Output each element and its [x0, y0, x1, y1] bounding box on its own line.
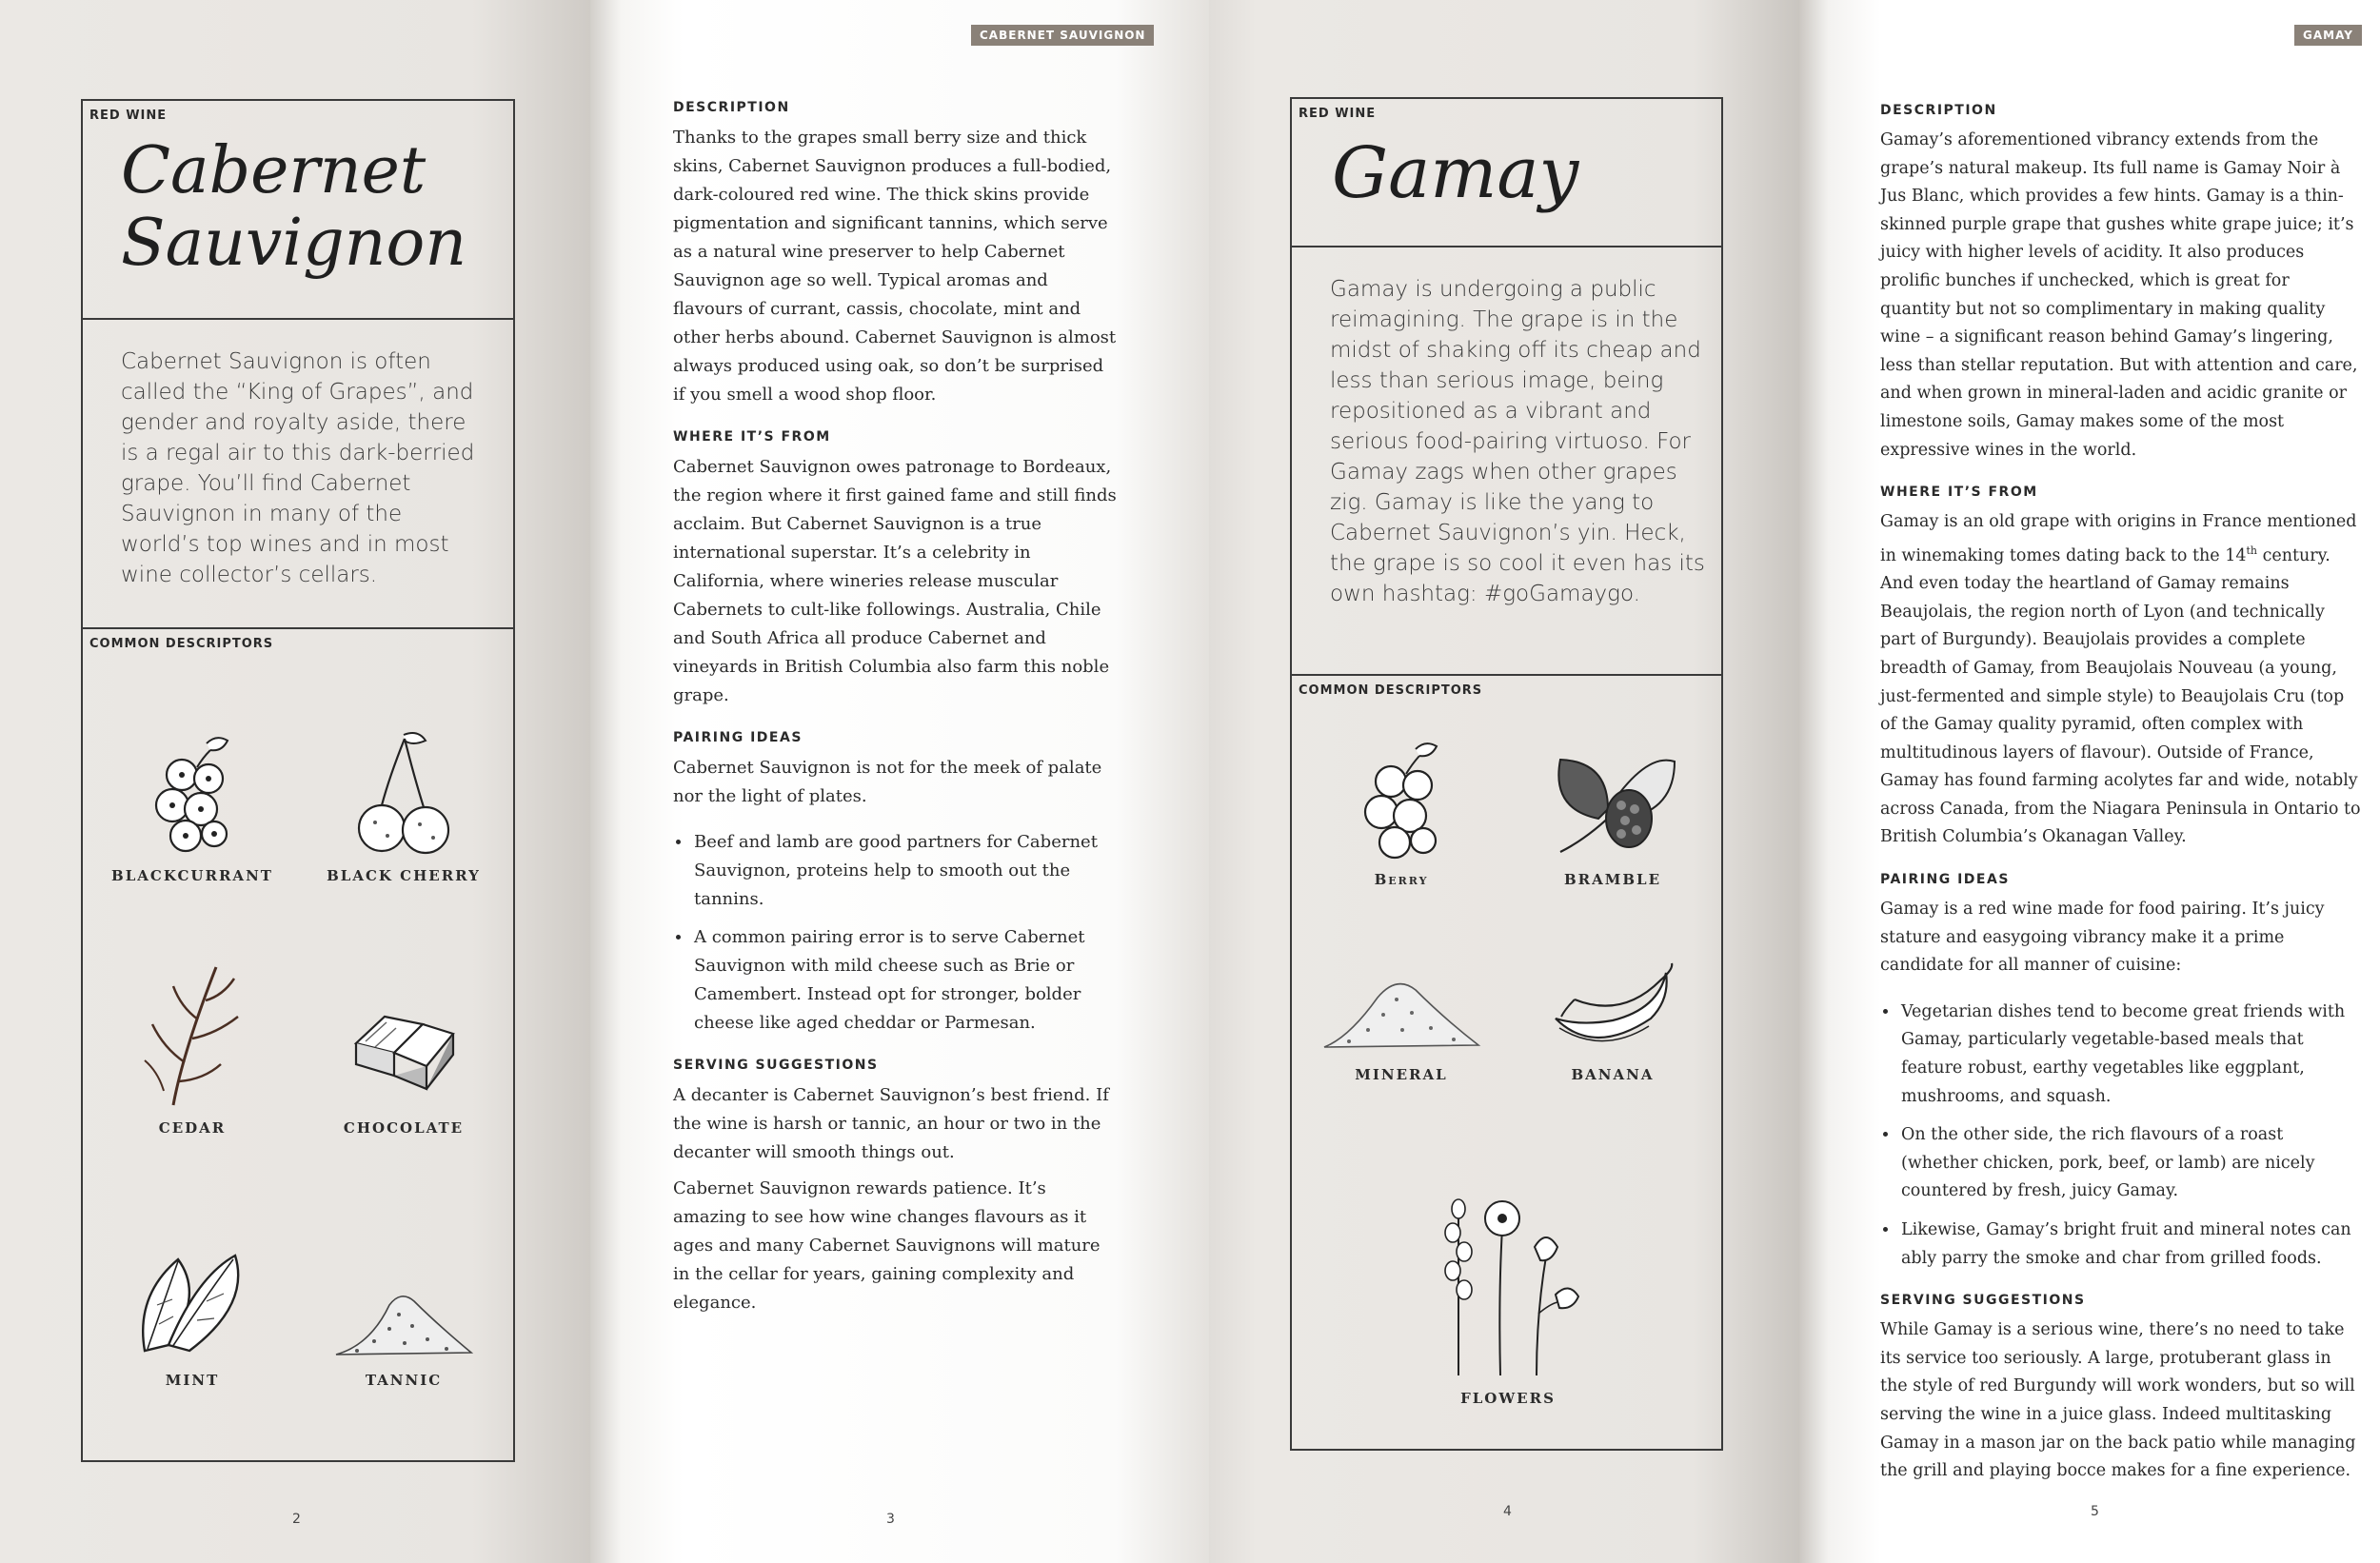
wine-intro: Gamay is undergoing a public reimagining. The grape is in the midst of shaking off its cheap and less than serious image, being repositioned as a vibrant and serious food-pairing virtuoso. For Gamay zags when other grapes zig. Gamay is like the yang to Cabernet Sauvignon’s yin. Heck, the grape is so cool it even has its own hashtag: #goGamaygo. [1330, 277, 1705, 606]
descriptor-mineral [1306, 971, 1497, 1083]
page-number: 2 [292, 1512, 301, 1527]
bramble-icon [1541, 742, 1684, 861]
descriptors-label: COMMON DESCRIPTORS [89, 637, 274, 651]
cabernet-card [81, 99, 515, 1462]
section-heading: WHERE IT’S FROM [673, 429, 831, 445]
tannic-icon [332, 1286, 475, 1362]
list-item: • Likewise, Gamay’s bright fruit and mineral notes can ably parry the smoke and char from grilled foods. [1899, 1216, 2361, 1273]
mineral-icon [1320, 971, 1482, 1057]
ordinal-suffix: th [2246, 544, 2258, 557]
descriptor-label: Berry [1374, 871, 1429, 888]
pairing-list [1880, 998, 2361, 1273]
origin-text-start: Gamay is an old grape with origins in France mentioned in winemaking tomes dating back to the 14 [1880, 512, 2357, 565]
list-item: • On the other side, the rich flavours of a roast (whether chicken, pork, beef, or lamb) are nicely countered by fresh, juicy Gamay. [1899, 1120, 2361, 1206]
section-body: A decanter is Cabernet Sauvignon’s best friend. If the wine is harsh or tannic, an hour or two in the decanter will smooth things out. [673, 1085, 1109, 1162]
descriptors-cell [83, 627, 513, 1462]
descriptor-banana [1517, 961, 1708, 1083]
flowers-icon [1432, 1180, 1584, 1380]
section-heading: SERVING SUGGESTIONS [1880, 1293, 2086, 1309]
descriptor-label: CEDAR [158, 1119, 227, 1137]
section-body: Cabernet Sauvignon owes patronage to Bordeaux, the region where it first gained fame and still finds acclaim. But Cabernet Sauvignon is a true international superstar. It’s a celebrity in California, where wineries release muscular Cabernets to cult-like followings. Australia, Chile and South Africa all produce Cabernet and vineyards in British Columbia also farm this noble grape. [673, 457, 1117, 705]
section-heading: DESCRIPTION [1880, 103, 1997, 118]
descriptors-label: COMMON DESCRIPTORS [1299, 683, 1483, 698]
section-tag: CABERNET SAUVIGNON [971, 25, 1154, 46]
blackcurrant-icon [140, 729, 245, 858]
descriptor-label: BLACKCURRANT [111, 867, 273, 884]
chocolate-icon [347, 996, 461, 1110]
cabernet-article [673, 97, 1121, 1335]
descriptor-label: MINT [165, 1372, 220, 1389]
section-tag: GAMAY [2294, 25, 2362, 46]
section-body: Cabernet Sauvignon is not for the meek of palate nor the light of plates. [673, 758, 1102, 806]
descriptor-label: CHOCOLATE [343, 1119, 465, 1137]
origin-text-end: century. And even today the heartland of Gamay remains Beaujolais, the region north of Lyon (and technically part of Burgundy). Beaujolais provides a complete breadth of Gamay, from Beaujolais Nouveau (a young, just-fermented and simple style) to Beaujolais Cru (top of the Gamay quality pyramid, often complex with multitudinous layers of flavour). Outside of France, Gamay has found farming acolytes far and wide, notably across Canada, from the Niagara Peninsula in Ontario to British Columbia’s Okanagan Valley. [1880, 545, 2361, 847]
gamay-article [1880, 100, 2361, 1503]
list-item: • Beef and lamb are good partners for Cabernet Sauvignon, proteins help to smooth out the tannins. [692, 828, 1121, 914]
banana-icon [1546, 961, 1679, 1057]
descriptor-flowers [1413, 1180, 1603, 1407]
section-heading: PAIRING IDEAS [1880, 872, 2010, 888]
page-4 [1209, 0, 1799, 1563]
wine-category-label: RED WINE [1299, 107, 1377, 121]
page-number: 4 [1503, 1504, 1512, 1519]
descriptor-chocolate [308, 996, 499, 1137]
section-heading: DESCRIPTION [673, 100, 790, 115]
descriptors-cell [1292, 674, 1721, 1451]
descriptor-label: FLOWERS [1460, 1390, 1556, 1407]
section-heading: WHERE IT’S FROM [1880, 485, 2038, 501]
intro-cell [1292, 246, 1721, 674]
descriptor-label: MINERAL [1355, 1066, 1448, 1083]
list-item: • Vegetarian dishes tend to become great friends with Gamay, particularly vegetable-based meals that feature robust, earthy vegetables like eggplant, mushrooms, and squash. [1899, 998, 2361, 1111]
descriptor-blackcurrant [97, 729, 288, 884]
wine-title-line-1: Cabernet [121, 133, 426, 208]
descriptor-bramble [1517, 742, 1708, 888]
section-body: While Gamay is a serious wine, there’s no need to take its service too seriously. A large, protuberant glass in the style of red Burgundy will work wonders, but so will serving the wine in a juice glass. Indeed multitasking Gamay in a mason jar on the back patio while managing the grill and playing bocce makes for a fine experience. [1880, 1320, 2356, 1481]
section-body: Thanks to the grapes small berry size and thick skins, Cabernet Sauvignon produces a full-bodied, dark-coloured red wine. The thick skins provide pigmentation and significant tannins, which serve as a natural wine preserver to help Cabernet Sauvignon age so well. Typical aromas and flavours of currant, cassis, chocolate, mint and other herbs abound. Cabernet Sauvignon is almost always produced using oak, so don’t be surprised if you smell a wood shop floor. [673, 128, 1117, 405]
section-body: Gamay’s aforementioned vibrancy extends from the grape’s natural makeup. Its full name is Gamay Noir à Jus Blanc, which provides a few hints. Gamay is a thin-skinned purple grape that gushes white grape juice; it’s juicy with higher levels of acidity. It also produces prolific bunches if unchecked, which is great for quantity but not so complimentary in making quality wine – a significant reason behind Gamay’s lingering, less than stellar reputation. But with attention and care, and when grown in mineral-laden and acidic granite or limestone soils, Gamay makes some of the most expressive wines in the world. [1880, 130, 2358, 460]
wine-category-label: RED WINE [89, 109, 168, 123]
pairing-section [673, 727, 1121, 1038]
section-body [1880, 508, 2361, 852]
descriptor-berry [1306, 738, 1497, 888]
wine-title [121, 135, 466, 280]
page-number: 5 [2091, 1504, 2099, 1519]
section-body: Gamay is a red wine made for food pairing. It’s juicy stature and easygoing vibrancy make it a prime candidate for all manner of cuisine: [1880, 900, 2325, 976]
pairing-list [673, 828, 1121, 1038]
page-3 [590, 0, 1209, 1563]
description-section [1880, 100, 2361, 465]
black-cherry-icon [351, 729, 456, 858]
descriptor-tannic [308, 1286, 499, 1389]
section-heading: SERVING SUGGESTIONS [673, 1058, 879, 1073]
description-section [673, 97, 1121, 409]
section-body: Cabernet Sauvignon rewards patience. It’s amazing to see how wine changes flavours as it ages and many Cabernet Sauvignons will mature in the cellar for years, gaining complexity and elegance. [673, 1178, 1101, 1313]
list-item: • A common pairing error is to serve Cabernet Sauvignon with mild cheese such as Brie or Camembert. Instead opt for stronger, bolder cheese like aged cheddar or Parmesan. [692, 923, 1121, 1038]
wine-title-line-2: Sauvignon [121, 206, 467, 281]
descriptor-label: BRAMBLE [1563, 871, 1662, 888]
title-cell [1292, 99, 1721, 246]
berry-icon [1349, 738, 1454, 861]
mint-icon [130, 1238, 254, 1362]
cedar-icon [135, 958, 249, 1110]
descriptor-label: TANNIC [365, 1372, 443, 1389]
serving-section [673, 1055, 1121, 1317]
pairing-section [1880, 869, 2361, 1273]
page-2 [0, 0, 590, 1563]
intro-cell [83, 318, 513, 627]
descriptor-black-cherry [308, 729, 499, 884]
origin-section [1880, 482, 2361, 852]
section-heading: PAIRING IDEAS [673, 730, 803, 745]
page-5 [1799, 0, 2380, 1563]
title-cell [83, 101, 513, 318]
origin-section [673, 426, 1121, 710]
page-number: 3 [886, 1512, 895, 1527]
gamay-card [1290, 97, 1723, 1451]
descriptor-mint [97, 1238, 288, 1389]
wine-intro: Cabernet Sauvignon is often called the “King of Grapes”, and gender and royalty aside, there is a regal air to this dark-berried grape. You’ll find Cabernet Sauvignon in many of the world’s top wines and in most wine collector’s cellars. [121, 349, 475, 587]
descriptor-cedar [97, 958, 288, 1137]
serving-section [1880, 1290, 2361, 1486]
wine-title: Gamay [1332, 132, 1579, 214]
descriptor-label: BANANA [1571, 1066, 1655, 1083]
descriptor-label: BLACK CHERRY [327, 867, 481, 884]
